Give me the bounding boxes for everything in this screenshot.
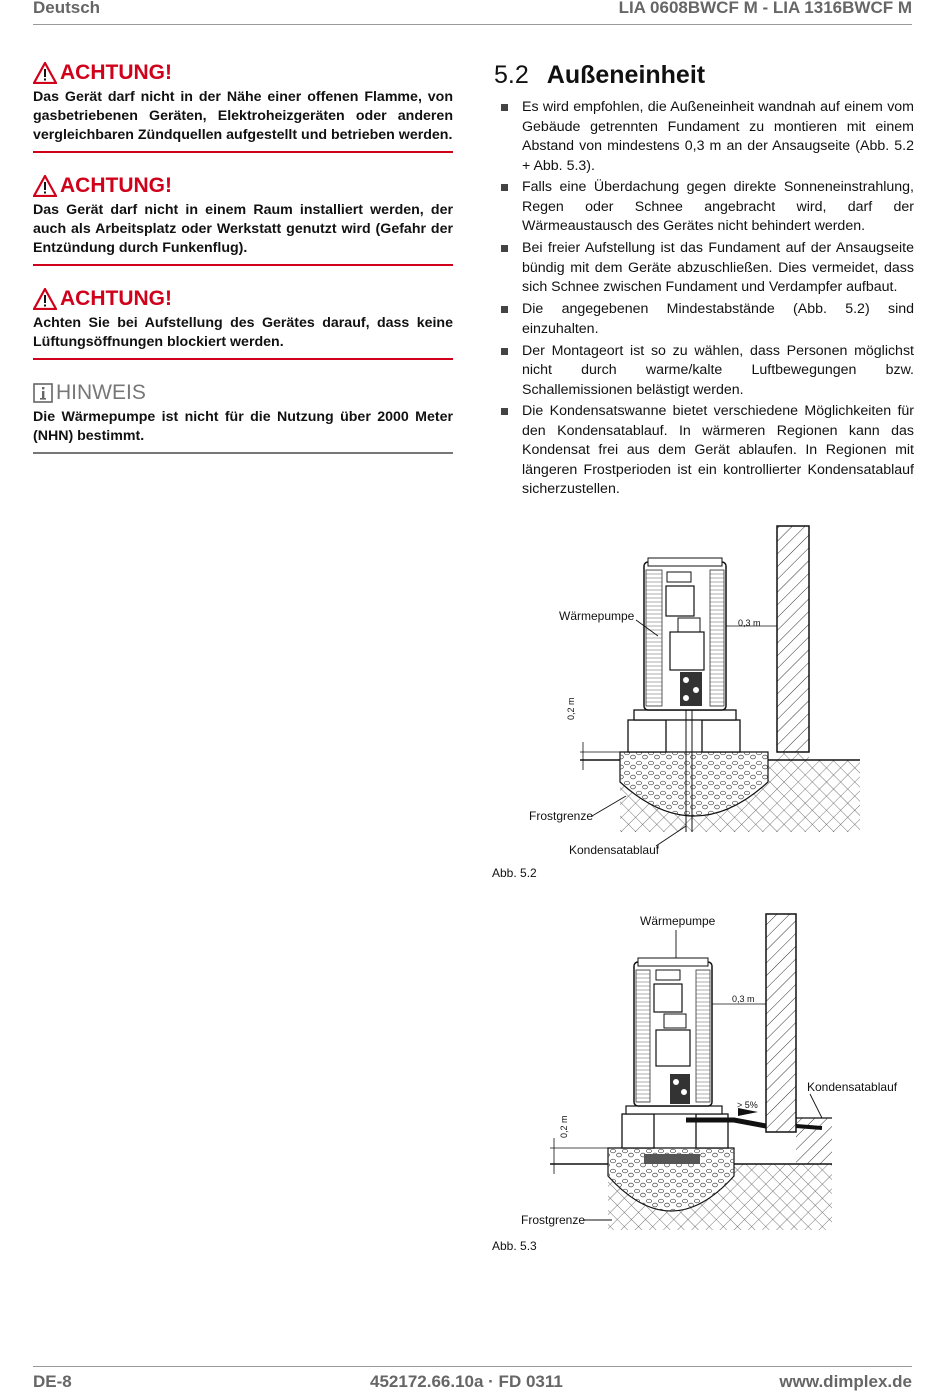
section-outdoor-unit [494,58,914,502]
figure-5-3 [490,908,900,1238]
warning-label: ACHTUNG! [60,287,172,310]
bullet-list [494,98,914,500]
warning-triangle-icon [33,175,57,197]
label-drain: Kondensatablauf [569,843,660,857]
warning-triangle-icon [33,62,57,84]
warning-text: Das Gerät darf nicht in der Nähe einer offenen Flamme, von gasbetriebenen Geräten, Elektroheizgeräten oder anderen vergleichbaren Zündquellen aufgestellt und betrieben werden. [33,89,453,143]
warning-text: Achten Sie bei Aufstellung des Gerätes darauf, dass keine Lüftungsöffnungen blockiert werden. [33,315,453,350]
warning-label: ACHTUNG! [60,174,172,197]
figure-caption: Abb. 5.2 [492,866,537,880]
label-height: 0,2 m [559,1115,569,1138]
notices-column [33,58,453,472]
figure-5-2 [480,520,880,860]
website-link[interactable]: www.dimplex.de [779,1372,912,1391]
bullet-square-icon [501,245,508,252]
doc-number: 452172.66.10a · FD 0311 [370,1372,563,1391]
list-item: Falls eine Überdachung gegen direkte Sonneneinstrahlung, Regen oder Schnee angebracht wird, darf der Wärmeaustausch des Gerätes nicht behindert werden. [494,178,914,237]
label-wall-distance: 0,3 m [732,994,755,1004]
warning-triangle-icon [33,288,57,310]
section-title: Außeneinheit [546,60,706,89]
page-header [33,0,912,25]
list-item: Die Kondensatswanne bietet verschiedene Möglichkeiten für den Kondensatablauf. In wärmeren Regionen kann das Kondensat frei aus dem Gerät ablaufen. In Regionen mit längeren Frostperioden ist ein kontrollierter Kondensatablauf sicherzustellen. [494,402,914,500]
page-number: DE-8 [33,1372,72,1391]
bullet-square-icon [501,184,508,191]
list-item: Die angegebenen Mindestabstände (Abb. 5.2) sind einzuhalten. [494,300,914,339]
list-item: Der Montageort ist so zu wählen, dass Personen möglichst nicht durch warme/kalte Luftbewegungen bzw. Schallemissionen belästigt werden. [494,342,914,401]
list-item: Bei freier Aufstellung ist das Fundament auf der Ansaugseite bündig mit dem Geräte abzuschließen. Dies vermeidet, dass sich Schnee zwischen Fundament und Verdampfer aufbaut. [494,239,914,298]
info-icon [33,383,53,403]
page-footer [33,1366,912,1391]
label-frost: Frostgrenze [529,809,594,823]
warning-notice-3 [33,284,453,360]
bullet-square-icon [501,408,508,415]
header-models: LIA 0608BWCF M - LIA 1316BWCF M [618,0,912,17]
label-height: 0,2 m [566,697,576,720]
warning-notice-1 [33,58,453,153]
label-wall-distance: 0,3 m [738,618,761,628]
label-drain: Kondensatablauf [807,1080,898,1094]
header-language: Deutsch [33,0,101,17]
label-frost: Frostgrenze [521,1213,586,1227]
warning-label: ACHTUNG! [60,61,172,84]
label-pump: Wärmepumpe [640,914,716,928]
installation-diagram [490,908,900,1238]
figure-caption: Abb. 5.3 [492,1239,537,1253]
warning-notice-2 [33,171,453,266]
list-item: Es wird empfohlen, die Außeneinheit wandnah auf einem vom Gebäude getrennten Fundament zu montieren mit einem Abstand von mindestens 0,3 m an der Ansaugseite (Abb. 5.2 + Abb. 5.3). [494,98,914,176]
label-pump: Wärmepumpe [559,609,635,623]
label-slope: > 5% [737,1100,758,1110]
hint-text: Die Wärmepumpe ist nicht für die Nutzung über 2000 Meter (NHN) bestimmt. [33,409,453,444]
bullet-square-icon [501,306,508,313]
hint-notice [33,378,453,454]
bullet-square-icon [501,348,508,355]
hint-label: HINWEIS [56,381,146,404]
section-heading [494,58,914,92]
bullet-square-icon [501,104,508,111]
warning-text: Das Gerät darf nicht in einem Raum installiert werden, der auch als Arbeitsplatz oder Werkstatt genutzt wird (Gefahr der Entzündung durch Funkenflug). [33,202,453,256]
section-number: 5.2 [494,60,529,89]
